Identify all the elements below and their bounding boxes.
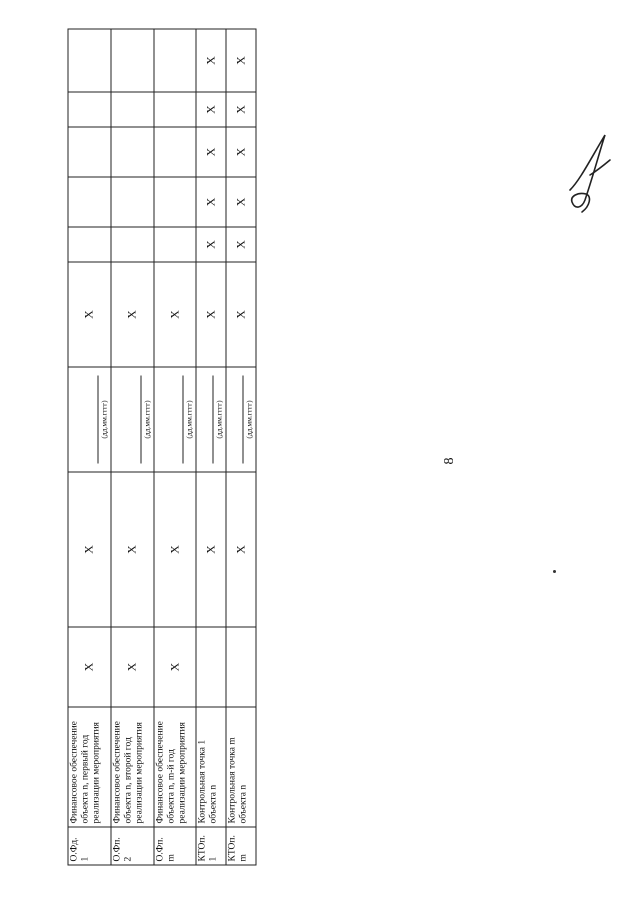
date-cell: [153, 367, 196, 472]
mark-cell: [110, 127, 153, 177]
mark-cell: X: [196, 29, 226, 92]
rotated-table-container: [67, 29, 256, 865]
mark-cell: [68, 29, 111, 92]
table-row: [68, 29, 111, 865]
rotated-table: [67, 29, 256, 865]
mark-cell: [110, 29, 153, 92]
row-code-cell: О.Фп. 2: [110, 827, 153, 865]
mark-cell: X: [153, 472, 196, 627]
mark-cell: X: [110, 262, 153, 367]
mark-cell: X: [196, 127, 226, 177]
row-name-cell: Контрольная точка m объекта n: [226, 707, 256, 827]
mark-cell: X: [153, 262, 196, 367]
mark-cell: X: [196, 262, 226, 367]
financing-table: [67, 28, 256, 865]
row-code-cell: КТОп. m: [226, 827, 256, 865]
mark-cell: X: [68, 627, 111, 707]
mark-cell: X: [226, 177, 256, 227]
mark-cell: X: [153, 627, 196, 707]
table-row: [110, 29, 153, 865]
mark-cell: [153, 127, 196, 177]
mark-cell: [68, 177, 111, 227]
mark-cell: [110, 227, 153, 262]
date-cell: [196, 367, 226, 472]
date-format-hint: (дд.мм.гггг): [97, 375, 108, 463]
mark-cell: X: [68, 262, 111, 367]
table-row: [226, 29, 256, 865]
date-format-hint: (дд.мм.гггг): [242, 375, 253, 463]
mark-cell: X: [226, 227, 256, 262]
mark-cell: X: [196, 92, 226, 127]
mark-cell: X: [226, 262, 256, 367]
table-row: [153, 29, 196, 865]
mark-cell: [196, 627, 226, 707]
mark-cell: X: [110, 472, 153, 627]
mark-cell: [110, 92, 153, 127]
mark-cell: X: [226, 29, 256, 92]
table-row: [196, 29, 226, 865]
mark-cell: X: [196, 227, 226, 262]
mark-cell: [226, 627, 256, 707]
mark-cell: X: [68, 472, 111, 627]
mark-cell: X: [226, 472, 256, 627]
row-code-cell: О.Фп. m: [153, 827, 196, 865]
mark-cell: X: [196, 472, 226, 627]
date-format-hint: (дд.мм.гггг): [182, 375, 193, 463]
date-format-hint: (дд.мм.гггг): [140, 375, 151, 463]
mark-cell: [110, 177, 153, 227]
row-name-cell: Контрольная точка 1 объекта n: [196, 707, 226, 827]
mark-cell: X: [226, 127, 256, 177]
date-cell: [226, 367, 256, 472]
mark-cell: [153, 227, 196, 262]
mark-cell: [153, 177, 196, 227]
mark-cell: [153, 92, 196, 127]
scan-speck: [553, 570, 556, 573]
row-name-cell: Финансовое обеспечение объекта n, второй год реализации мероприятия: [110, 707, 153, 827]
row-name-cell: Финансовое обеспечение объекта n, первый год реализации мероприятия: [68, 707, 111, 827]
mark-cell: X: [226, 92, 256, 127]
mark-cell: X: [110, 627, 153, 707]
date-cell: [110, 367, 153, 472]
date-format-hint: (дд.мм.гггг): [212, 375, 223, 463]
row-name-cell: Финансовое обеспечение объекта n, m-й год реализации мероприятия: [153, 707, 196, 827]
mark-cell: [68, 92, 111, 127]
page-number: 8: [442, 457, 457, 465]
row-code-cell: О.Фд. 1: [68, 827, 111, 865]
mark-cell: [68, 227, 111, 262]
signature-image: [560, 120, 620, 220]
date-cell: [68, 367, 111, 472]
mark-cell: X: [196, 177, 226, 227]
mark-cell: [68, 127, 111, 177]
row-code-cell: КТОп. 1: [196, 827, 226, 865]
mark-cell: [153, 29, 196, 92]
